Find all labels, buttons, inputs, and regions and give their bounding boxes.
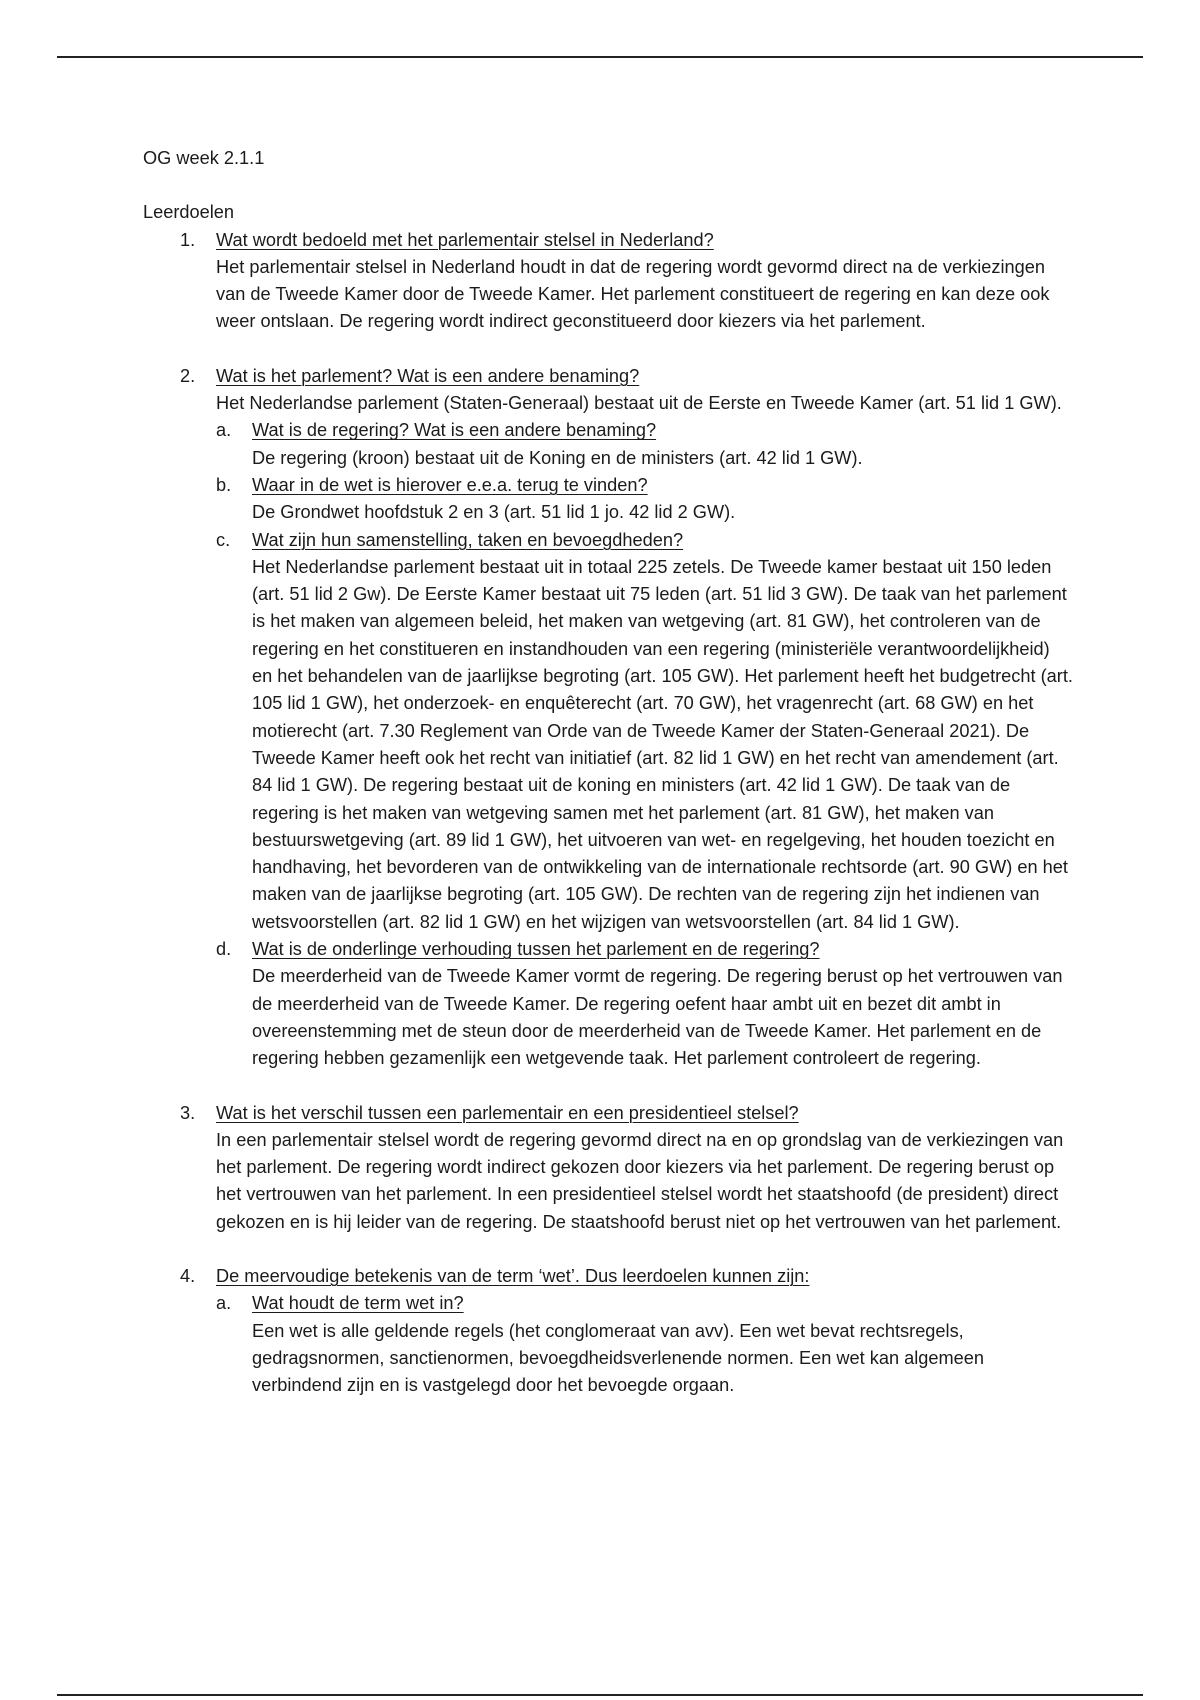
- question-4: [143, 1263, 1073, 1399]
- subquestion-2d: [216, 936, 1073, 1072]
- question-number: 4.: [180, 1265, 196, 1286]
- subquestion-answer: Een wet is alle geldende regels (het conglomeraat van avv). Een wet bevat rechtsregels, gedragsnormen, sanctienormen, bevoegdheidsverlenende normen. Een wet kan algemeen verbindend zijn en is vastgelegd door het bevoegde orgaan.: [252, 1320, 985, 1396]
- subquestion-answer: Het Nederlandse parlement bestaat uit in totaal 225 zetels. De Tweede kamer bestaat uit 150 leden (art. 51 lid 2 Gw). De Eerste Kamer bestaat uit 75 leden (art. 51 lid 3 GW). De taak van het parlement is het maken van algemeen beleid, het maken van wetgeving (art. 81 GW), het controleren van de regering en het constitueren en instandhouden van een regering (ministeriële verantwoordelijkheid) en het behandelen van de jaarlijkse begroting (art. 105 GW). Het parlement heeft het budgetrecht (art. 105 lid 1 GW), het onderzoek- en enquêterecht (art. 70 GW), het vragenrecht (art. 68 GW) en het motierecht (art. 7.30 Reglement van Orde van de Tweede Kamer der Staten-Generaal 2021). De Tweede Kamer heeft ook het recht van initiatief (art. 82 lid 1 GW) en het recht van amendement (art. 84 lid 1 GW). De regering bestaat uit de koning en ministers (art. 42 lid 1 GW). De taak van de regering is het maken van wetgeving samen met het parlement (art. 81 GW), het maken van bestuurswetgeving (art. 89 lid 1 GW), het uitvoeren van wet- en regelgeving, het houden toezicht en handhaving, het bevorderen van de ontwikkeling van de internationale rechtsorde (art. 90 GW) en het maken van de jaarlijkse begroting (art. 105 GW). De rechten van de regering zijn het indienen van wetsvoorstellen (art. 82 lid 1 GW) en het wijzigen van wetsvoorstellen (art. 84 lid 1 GW).: [252, 556, 1073, 932]
- subquestion-title: Wat zijn hun samenstelling, taken en bevoegdheden?: [252, 529, 684, 550]
- subquestion-title: Wat is de regering? Wat is een andere benaming?: [252, 420, 657, 441]
- question-title: Wat is het verschil tussen een parlementair en een presidentieel stelsel?: [216, 1102, 799, 1123]
- question-3: [143, 1100, 1073, 1236]
- subquestion-2b: [216, 472, 1073, 527]
- subquestion-letter: c.: [216, 529, 231, 550]
- question-answer: Het parlementair stelsel in Nederland houdt in dat de regering wordt gevormd direct na de verkiezingen van de Tweede Kamer door de Tweede Kamer. Het parlement constitueert de regering en kan deze ook weer ontslaan. De regering wordt indirect geconstitueerd door kiezers via het parlement.: [216, 256, 1050, 332]
- question-title: Wat is het parlement? Wat is een andere benaming?: [216, 365, 640, 386]
- document-body: [143, 145, 1073, 1399]
- question-title: De meervoudige betekenis van de term ‘wet’. Dus leerdoelen kunnen zijn:: [216, 1265, 810, 1286]
- subquestion-title: Wat houdt de term wet in?: [252, 1293, 464, 1314]
- section-label: Leerdoelen: [143, 202, 235, 223]
- subquestion-letter: a.: [216, 420, 232, 441]
- subquestion-letter: b.: [216, 474, 232, 495]
- subquestion-title: Waar in de wet is hierover e.e.a. terug te vinden?: [252, 474, 648, 495]
- subquestion-4a: [216, 1290, 1073, 1399]
- subquestion-2a: [216, 417, 1073, 472]
- question-number: 3.: [180, 1102, 196, 1123]
- question-title: Wat wordt bedoeld met het parlementair stelsel in Nederland?: [216, 229, 714, 250]
- question-answer: In een parlementair stelsel wordt de regering gevormd direct na en op grondslag van de verkiezingen van het parlement. De regering wordt indirect gekozen door kiezers via het parlement. De regering berust op het vertrouwen van het parlement. In een presidentieel stelsel wordt het staatshoofd (de president) direct gekozen en is hij leider van de regering. De staatshoofd berust niet op het vertrouwen van het parlement.: [216, 1129, 1064, 1232]
- footer-rule: [57, 1694, 1143, 1696]
- subquestion-answer: De regering (kroon) bestaat uit de Koning en de ministers (art. 42 lid 1 GW).: [252, 447, 863, 468]
- document-title: OG week 2.1.1: [143, 148, 265, 168]
- subquestion-title: Wat is de onderlinge verhouding tussen het parlement en de regering?: [252, 939, 820, 960]
- subquestion-answer: De Grondwet hoofdstuk 2 en 3 (art. 51 lid 1 jo. 42 lid 2 GW).: [252, 502, 736, 523]
- header-rule: [57, 56, 1143, 58]
- question-answer: Het Nederlandse parlement (Staten-Generaal) bestaat uit de Eerste en Tweede Kamer (art. 51 lid 1 GW).: [216, 393, 1062, 414]
- question-number: 1.: [180, 229, 196, 250]
- subquestion-letter: a.: [216, 1293, 232, 1314]
- subquestion-2c: [216, 527, 1073, 936]
- question-2: [143, 363, 1073, 1073]
- subquestion-letter: d.: [216, 939, 232, 960]
- question-number: 2.: [180, 365, 196, 386]
- question-1: [143, 227, 1073, 336]
- subquestion-answer: De meerderheid van de Tweede Kamer vormt de regering. De regering berust op het vertrouwen van de meerderheid van de Tweede Kamer. De regering oefent haar ambt uit en bezet dit ambt in overeenstemming met de steun door de meerderheid van de Tweede Kamer. Het parlement en de regering hebben gezamenlijk een wetgevende taak. Het parlement controleert de regering.: [252, 966, 1063, 1069]
